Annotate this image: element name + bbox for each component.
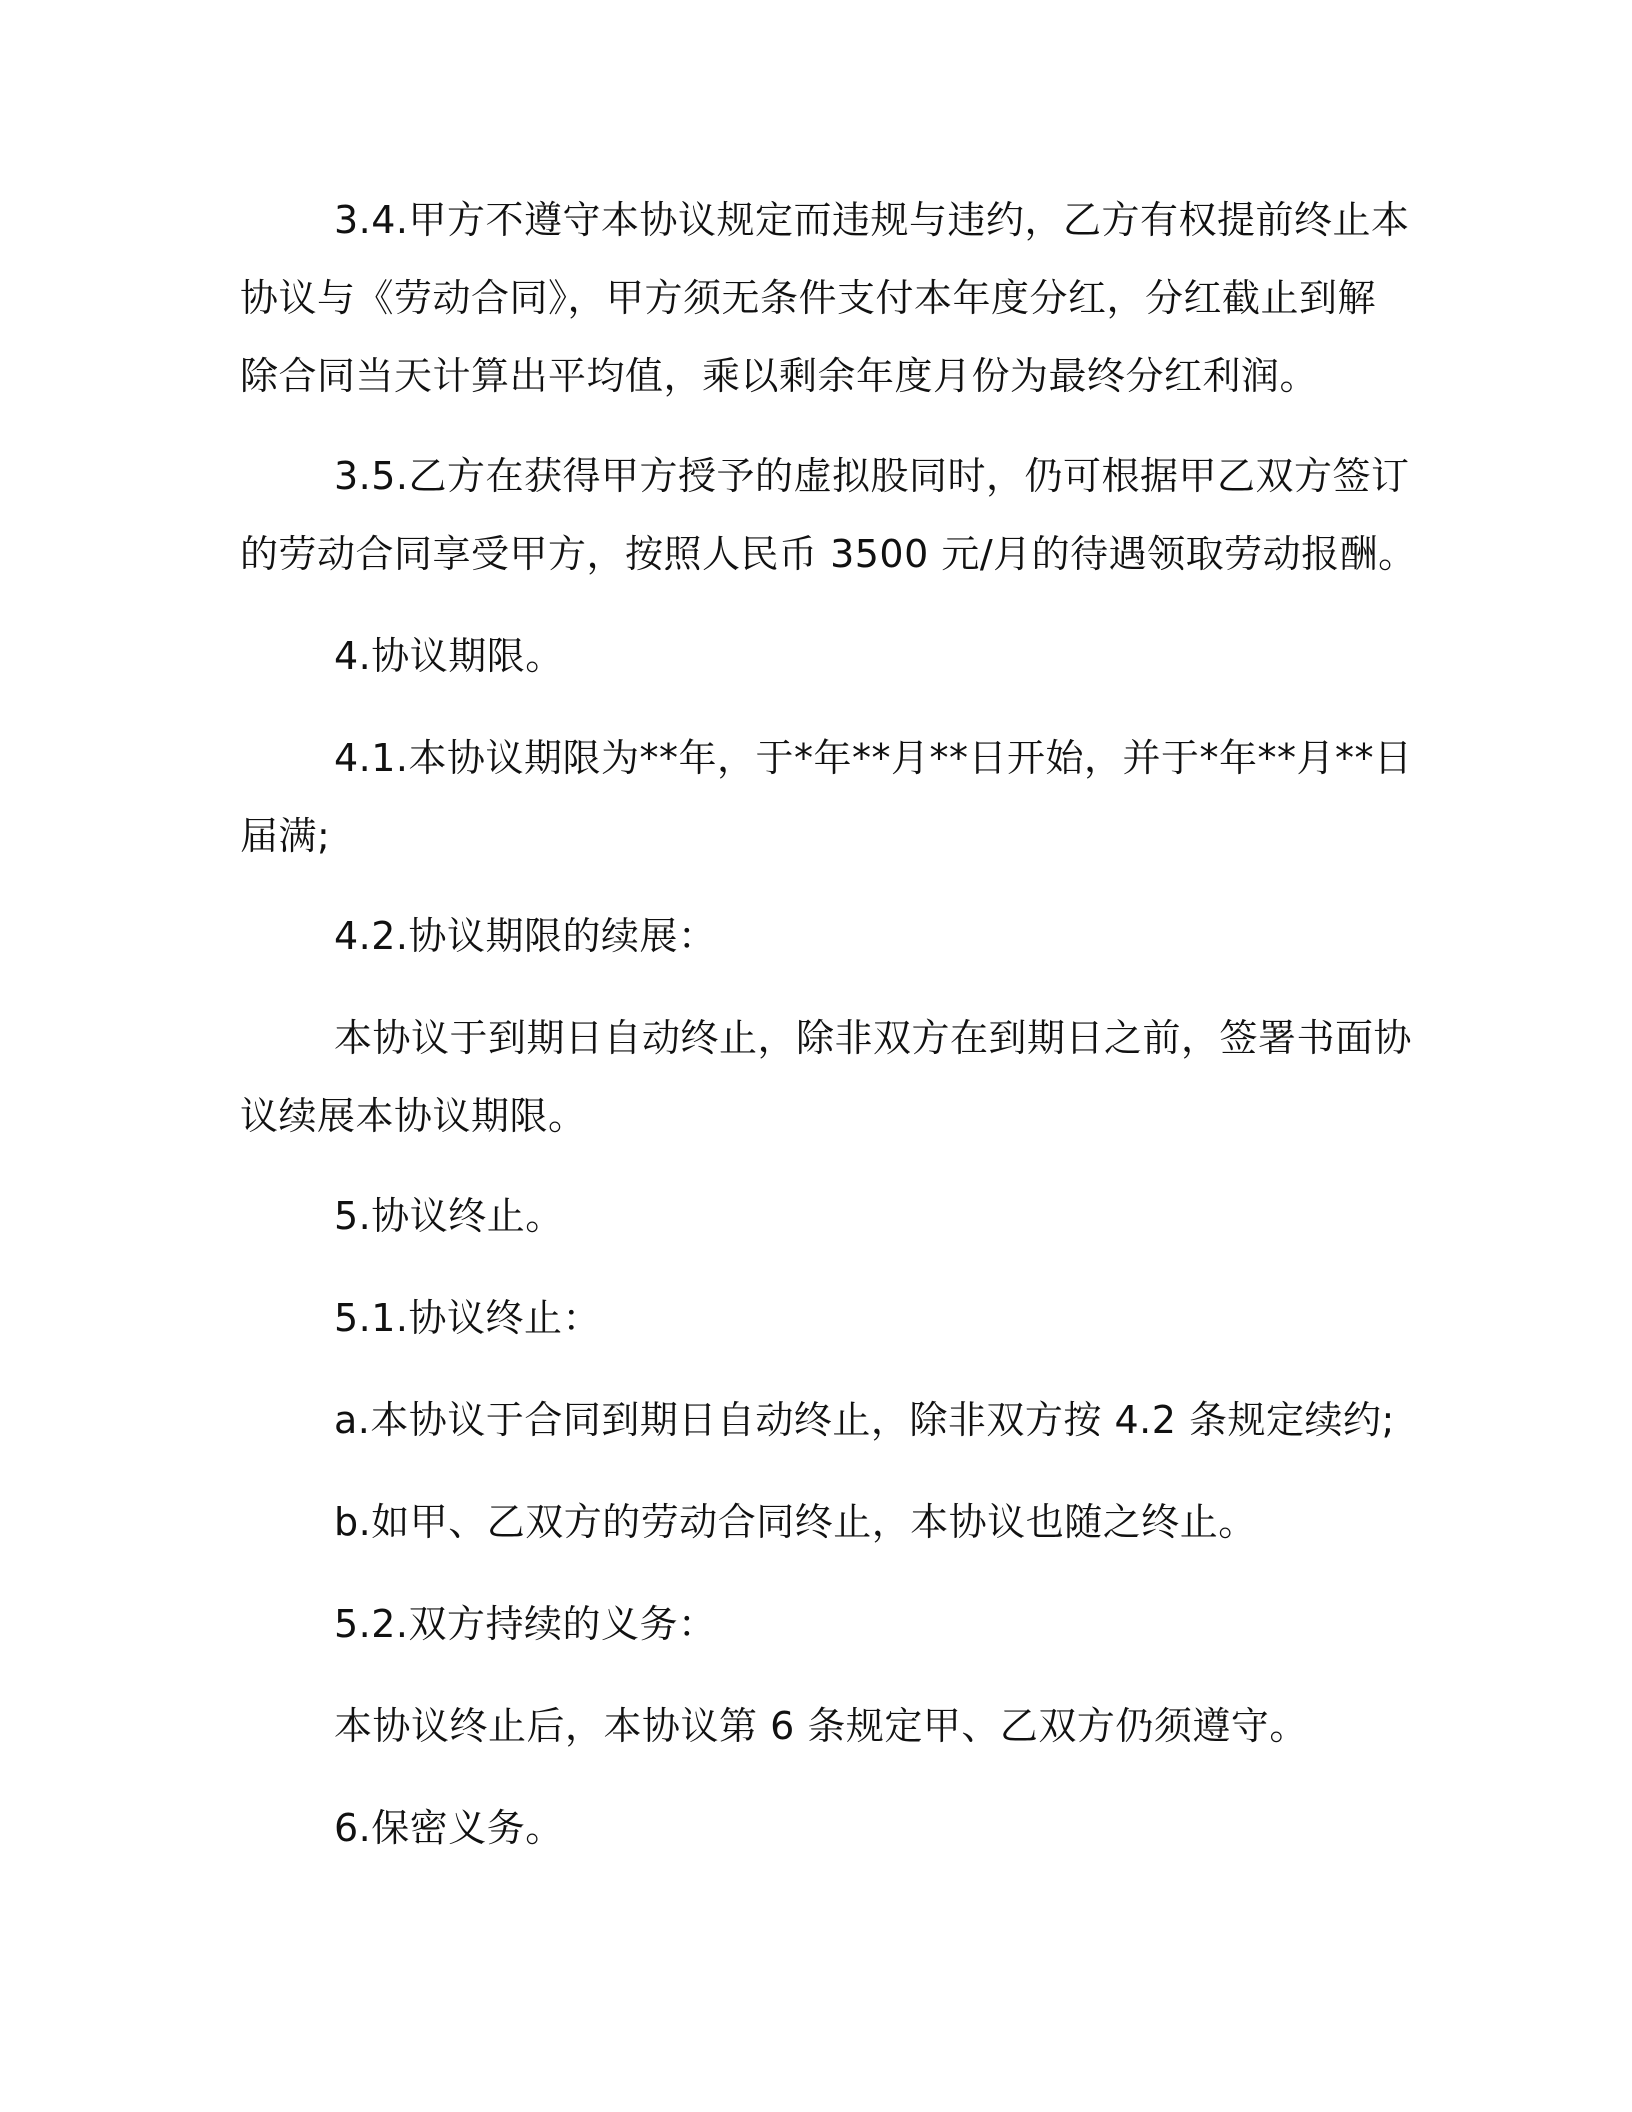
paragraph-3-4-line-3: 除合同当天计算出平均值，乘以剩余年度月份为最终分红利润。 xyxy=(240,354,1319,398)
paragraph-4-2-line-2: 议续展本协议期限。 xyxy=(240,1094,587,1138)
heading-4-2: 4.2.协议期限的续展： xyxy=(334,914,717,958)
paragraph-3-4-line-1: 3.4.甲方不遵守本协议规定而违规与违约，乙方有权提前终止本 xyxy=(334,198,1410,242)
paragraph-3-5-line-1: 3.5.乙方在获得甲方授予的虚拟股同时，仍可根据甲乙双方签订 xyxy=(334,454,1410,498)
heading-6: 6.保密义务。 xyxy=(334,1806,564,1850)
paragraph-3-5-line-2: 的劳动合同享受甲方，按照人民币 3500 元/月的待遇领取劳动报酬。 xyxy=(240,532,1417,576)
paragraph-4-1-line-2: 届满; xyxy=(240,814,331,858)
heading-4: 4.协议期限。 xyxy=(334,634,564,678)
heading-5: 5.协议终止。 xyxy=(334,1194,564,1238)
heading-5-2: 5.2.双方持续的义务： xyxy=(334,1602,717,1646)
paragraph-4-2-line-1: 本协议于到期日自动终止，除非双方在到期日之前，签署书面协 xyxy=(334,1016,1413,1060)
heading-5-1: 5.1.协议终止： xyxy=(334,1296,602,1340)
item-5-1-b: b.如甲、乙双方的劳动合同终止，本协议也随之终止。 xyxy=(334,1500,1257,1544)
paragraph-5-2: 本协议终止后，本协议第 6 条规定甲、乙双方仍须遵守。 xyxy=(334,1704,1308,1748)
paragraph-4-1-line-1: 4.1.本协议期限为**年，于*年**月**日开始，并于*年**月**日 xyxy=(334,736,1413,780)
paragraph-3-4-line-2: 协议与《劳动合同》，甲方须无条件支付本年度分红，分红截止到解 xyxy=(240,276,1377,320)
item-5-1-a: a.本协议于合同到期日自动终止，除非双方按 4.2 条规定续约; xyxy=(334,1398,1395,1442)
